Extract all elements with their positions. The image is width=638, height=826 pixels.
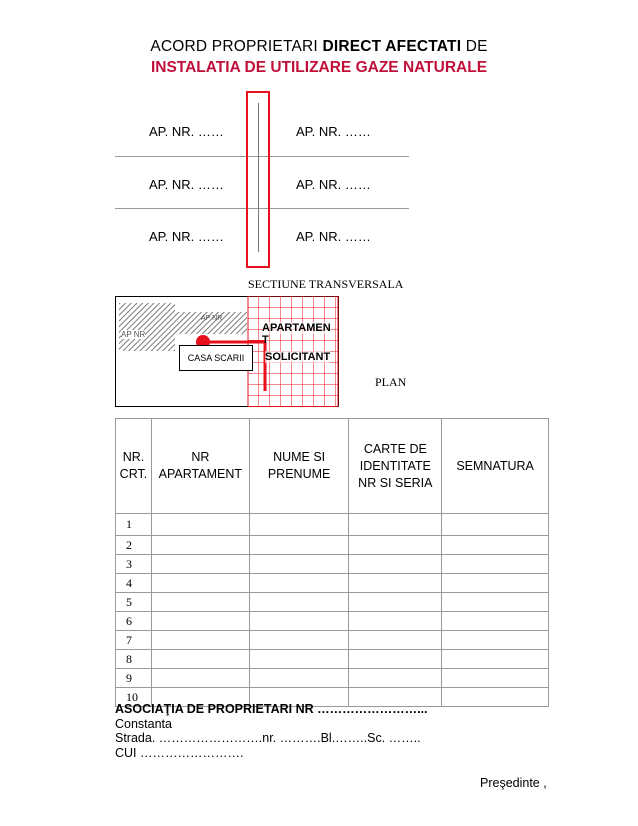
president-label: Preşedinte , xyxy=(480,776,547,790)
association-street: Strada. …………………….nr. ……….Bl.……..Sc. …….. xyxy=(115,731,421,745)
plan-ap-top-label: AP NR xyxy=(201,315,223,322)
plan-ap-left-label: AP NR xyxy=(121,330,146,339)
table-row: 6 xyxy=(116,612,549,631)
plan-caption: PLAN xyxy=(375,375,407,389)
title-line-1 xyxy=(0,38,638,56)
title-line-1-bold: DIRECT AFECTATI xyxy=(322,38,462,55)
section-ap-right-1: AP. NR. …… xyxy=(296,124,371,139)
association-block xyxy=(115,702,428,760)
header-carte-identitate: CARTE DE IDENTITATE NR SI SERIA xyxy=(349,419,442,514)
section-ap-right-2: AP. NR. …… xyxy=(296,177,371,192)
title-line-1-post: DE xyxy=(461,38,488,55)
table-row: 8 xyxy=(116,650,549,669)
section-ap-left-1: AP. NR. …… xyxy=(149,124,224,139)
table-row: 9 xyxy=(116,669,549,688)
section-ap-right-3: AP. NR. …… xyxy=(296,229,371,244)
table-row: 2 xyxy=(116,536,549,555)
plan-apartment-label-1: APARTAMEN xyxy=(262,322,331,334)
title-line-1-pre: ACORD PROPRIETARI xyxy=(150,38,323,55)
header-semnatura: SEMNATURA xyxy=(442,419,549,514)
table-row: 4 xyxy=(116,574,549,593)
signatures-table xyxy=(115,418,549,707)
header-nume-prenume: NUME SI PRENUME xyxy=(249,419,349,514)
association-city: Constanta xyxy=(115,716,172,731)
table-row: 3 xyxy=(116,555,549,574)
table-row: 7 xyxy=(116,631,549,650)
plan-apartment-label-2: T xyxy=(262,334,269,346)
table-row: 10 xyxy=(116,688,549,707)
section-ap-left-3: AP. NR. …… xyxy=(149,229,224,244)
header-nr-apartament: NR APARTAMENT xyxy=(151,419,249,514)
title-line-2: INSTALATIA DE UTILIZARE GAZE NATURALE xyxy=(150,59,488,76)
association-cui: CUI ……………………. xyxy=(115,745,244,760)
plan-stairs-box: CASA SCARII xyxy=(179,345,253,371)
section-ap-left-2: AP. NR. …… xyxy=(149,177,224,192)
gas-riser-pipe xyxy=(258,103,259,252)
header-nr-crt: NR. CRT. xyxy=(116,419,152,514)
table-header-row xyxy=(116,419,549,514)
association-title: ASOCIAŢIA DE PROPRIETARI NR ……………………... xyxy=(115,702,428,716)
section-caption: SECTIUNE TRANSVERSALA xyxy=(248,277,404,291)
table-row: 5 xyxy=(116,593,549,612)
plan-ap-left-hatch xyxy=(119,303,175,351)
plan-apartment-label-3: SOLICITANT xyxy=(265,351,331,363)
table-row: 1 xyxy=(116,514,549,536)
